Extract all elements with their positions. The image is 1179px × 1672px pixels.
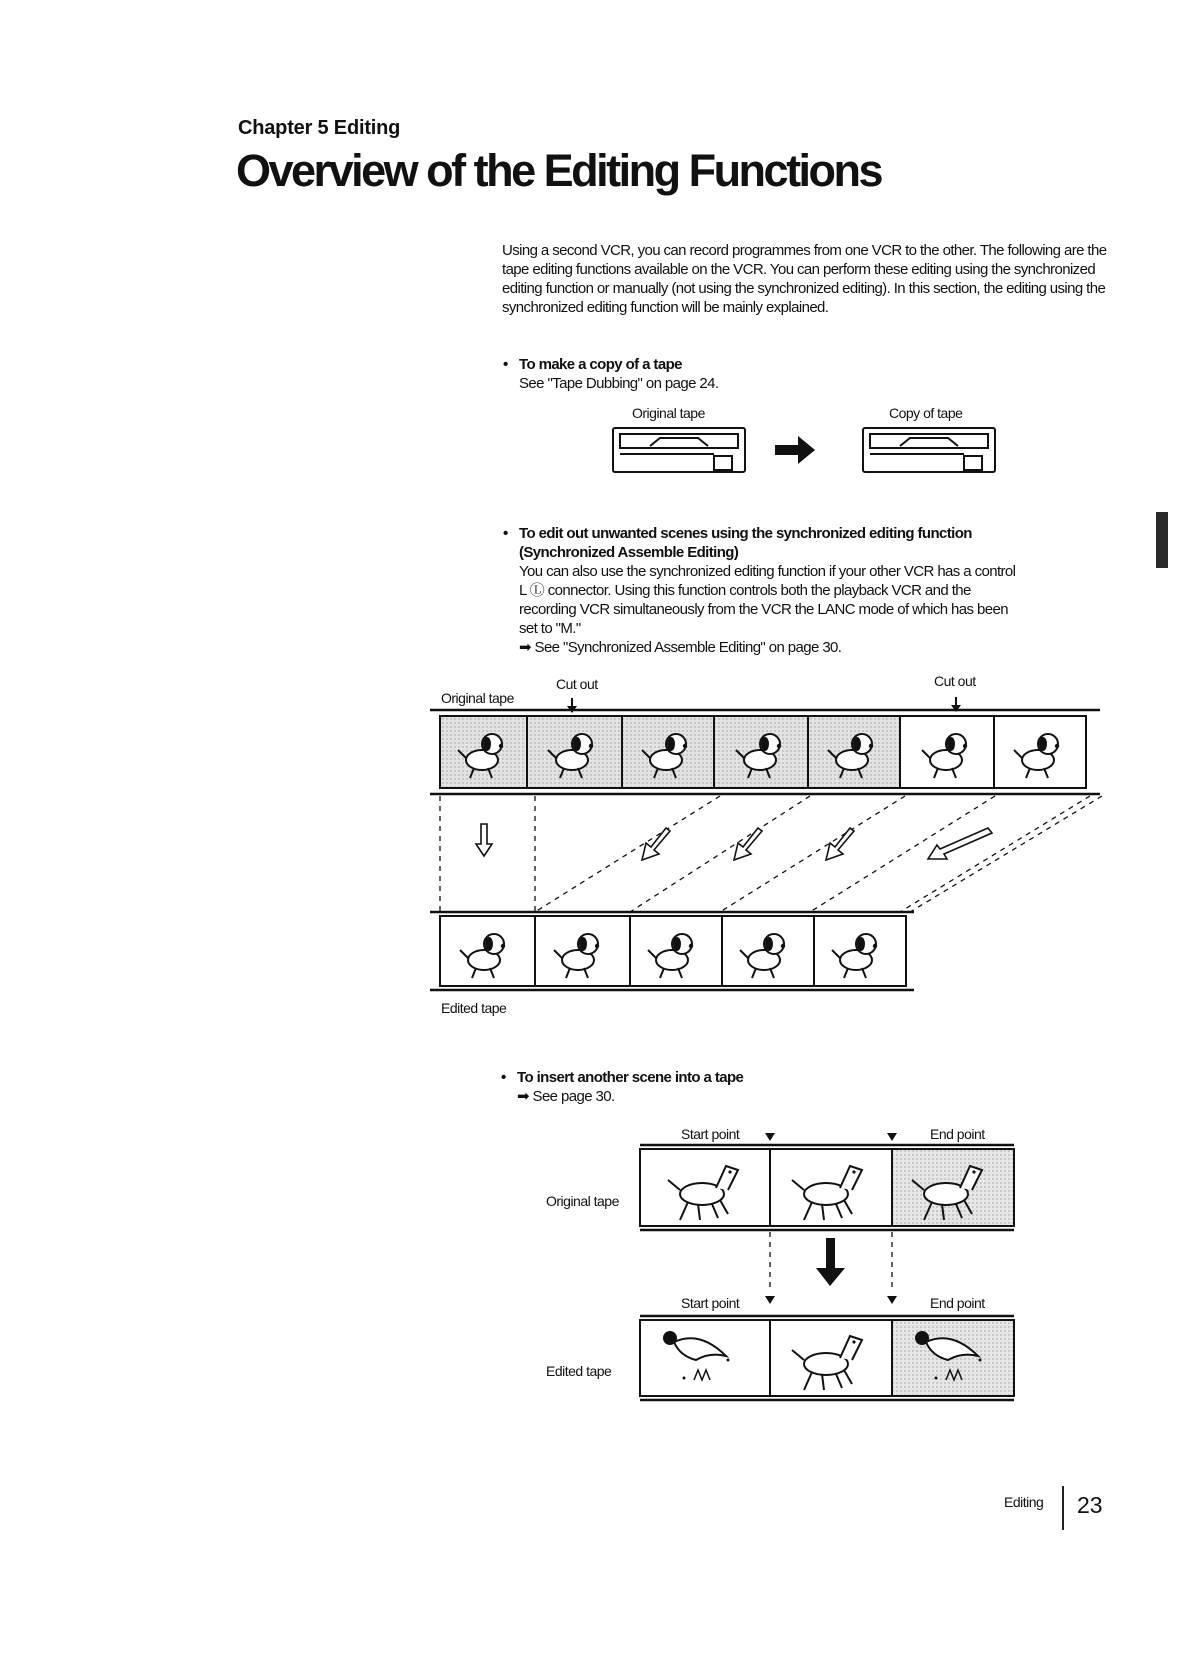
tape-copy-diagram (610, 424, 1000, 476)
copy-tape-label: Copy of tape (889, 405, 963, 421)
assemble-text-line2: L Ⓛ connector. Using this function controls both the playback VCR and the (519, 582, 971, 599)
end-marker-2 (887, 1296, 897, 1304)
cut-out-label-1: Cut out (556, 676, 598, 692)
diagonal-arrow-icon (642, 828, 670, 860)
copy-tape-reference: See "Tape Dubbing" on page 24. (519, 375, 719, 392)
insert-section (501, 1068, 1077, 1106)
assemble-see-also: ➡ See "Synchronized Assemble Editing" on page 30. (519, 639, 842, 656)
insert-see-also: ➡ See page 30. (517, 1088, 615, 1105)
insert-editing-diagram (640, 1130, 1030, 1415)
cut-out-label-2: Cut out (934, 673, 976, 689)
bullet-dot: • (503, 525, 508, 542)
footer-divider (1062, 1486, 1064, 1530)
hollow-arrows (476, 824, 992, 860)
mapping-lines (440, 796, 1102, 912)
end-point-label-1: End point (930, 1126, 985, 1142)
page-title: Overview of the Editing Functions (236, 145, 882, 196)
start-marker-1 (765, 1133, 775, 1141)
start-point-label-2: Start point (681, 1295, 740, 1311)
cassette-original-icon (613, 428, 745, 472)
assemble-heading-line1: To edit out unwanted scenes using the synchronized editing function (519, 525, 972, 542)
original-tape-filmstrip (430, 710, 1100, 794)
copy-tape-section (503, 355, 1079, 393)
end-point-label-2: End point (930, 1295, 985, 1311)
insert-original-tape-label: Original tape (546, 1193, 619, 1209)
bullet-dot: • (501, 1069, 506, 1086)
diagonal-arrow-icon (826, 828, 854, 860)
page-number: 23 (1077, 1492, 1103, 1518)
original-tape-label: Original tape (632, 405, 705, 421)
assemble-editing-diagram (430, 694, 1110, 994)
down-arrow-icon (476, 824, 492, 856)
edited-tape-filmstrip (430, 912, 914, 990)
assemble-edited-tape-label: Edited tape (441, 1000, 507, 1016)
arrow-right-icon (775, 436, 815, 464)
diagonal-arrow-icon (734, 828, 762, 860)
copy-tape-heading: To make a copy of a tape (519, 356, 682, 373)
insert-original-filmstrip (640, 1145, 1014, 1230)
assemble-text-line4: set to "M." (519, 620, 581, 637)
insert-edited-tape-label: Edited tape (546, 1363, 612, 1379)
diagonal-arrow-icon (928, 828, 992, 859)
chapter-label: Chapter 5 Editing (238, 117, 401, 139)
chapter-tab-marker (1156, 512, 1168, 568)
start-marker-2 (765, 1296, 775, 1304)
insert-edit-frame-1 (640, 1320, 770, 1396)
end-marker-1 (887, 1133, 897, 1141)
start-point-label-1: Start point (681, 1126, 740, 1142)
assemble-text-line3: recording VCR simultaneously from the VCR the LANC mode of which has been (519, 601, 1008, 618)
assemble-text-line1: You can also use the synchronized editing function if your other VCR has a control (519, 563, 1016, 580)
intro-paragraph: Using a second VCR, you can record programmes from one VCR to the other. The following are the tape editing functions available on the VCR. You can perform these editing using the synchronized editing function or manually (not using the synchronized editing). In this section, the editing using the synchronized editing function will be mainly explained. (502, 242, 1107, 316)
assemble-editing-section (503, 524, 1119, 657)
down-arrow-icon (816, 1238, 845, 1286)
assemble-heading-line2: (Synchronized Assemble Editing) (519, 544, 739, 561)
footer-section-label: Editing (1004, 1494, 1044, 1510)
insert-edited-filmstrip (640, 1316, 1014, 1400)
assemble-original-tape-label: Original tape (441, 690, 514, 706)
insert-heading: To insert another scene into a tape (517, 1069, 744, 1086)
bullet-dot: • (503, 356, 508, 373)
cassette-copy-icon (863, 428, 995, 472)
